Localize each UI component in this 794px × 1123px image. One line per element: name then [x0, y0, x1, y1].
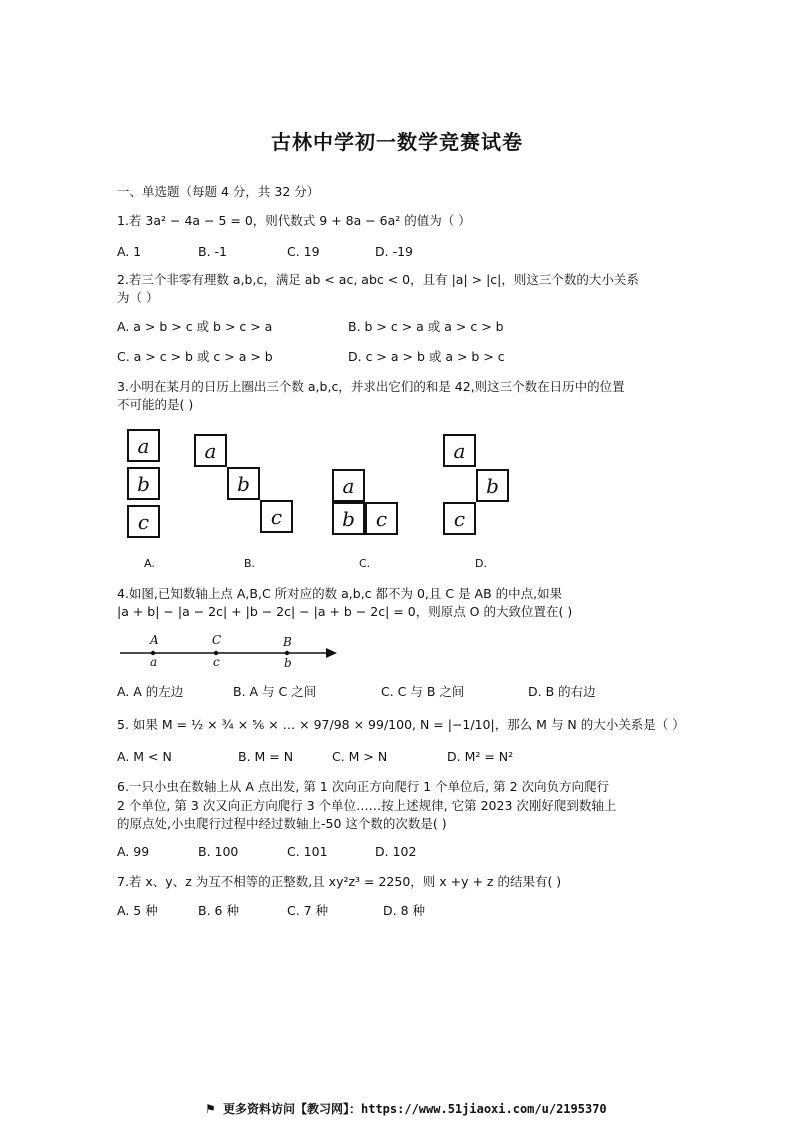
question-3-stem-line1: 3.小明在某月的日历上圈出三个数 a,b,c，并求出它们的和是 42,则这三个数在日历中的位置: [117, 379, 625, 394]
question-6-stem-line3: 的原点处,小虫爬行过程中经过数轴上-50 这个数的次数是( ): [117, 816, 447, 831]
q4-option-d: D. B 的右边: [528, 684, 596, 699]
axis-label-lower-b: b: [284, 656, 292, 670]
q7-option-d: D. 8 种: [383, 903, 425, 918]
figure-label-a: A.: [144, 557, 155, 570]
question-4-stem-line2: |a + b| − |a − 2c| + |b − 2c| − |a + b − 2c| = 0，则原点 O 的大致位置在( ): [117, 604, 573, 619]
cell-a: a: [332, 469, 365, 502]
q2-option-c: C. a > c > b 或 c > a > b: [117, 349, 273, 364]
axis-label-upper-c: C: [212, 633, 222, 647]
q4-option-c: C. C 与 B 之间: [381, 684, 465, 699]
q2-option-a: A. a > b > c 或 b > c > a: [117, 319, 273, 334]
figure-label-c: C.: [359, 557, 371, 570]
flag-icon: ⚑: [205, 1102, 216, 1116]
q1-option-d: D. -19: [375, 244, 413, 259]
question-7-stem: 7.若 x、y、z 为互不相等的正整数,且 xy²z³ = 2250，则 x +y + z 的结果有( ): [117, 874, 562, 889]
q5-option-a: A. M < N: [117, 749, 172, 764]
cell-c: c: [260, 500, 293, 533]
q2-option-b: B. b > c > a 或 a > c > b: [348, 319, 504, 334]
q2-option-d: D. c > a > b 或 a > b > c: [348, 349, 505, 364]
q6-option-c: C. 101: [287, 844, 328, 859]
cell-c: c: [443, 502, 476, 535]
cell-c: c: [127, 505, 160, 538]
q5-option-d: D. M² = N²: [447, 749, 514, 764]
q1-option-a: A. 1: [117, 244, 142, 259]
question-2-stem-line2: 为（ ）: [117, 290, 159, 305]
q5-option-c: C. M > N: [332, 749, 388, 764]
q7-option-b: B. 6 种: [198, 903, 239, 918]
q7-option-c: C. 7 种: [287, 903, 329, 918]
question-6-stem-line2: 2 个单位, 第 3 次又向正方向爬行 3 个单位……按上述规律, 它第 2023 次刚好爬到数轴上: [117, 798, 617, 813]
cell-a: a: [443, 434, 476, 467]
cell-b: b: [332, 502, 365, 535]
axis-label-lower-c: c: [213, 655, 220, 669]
point-b-dot: [285, 651, 289, 655]
cell-b: b: [127, 467, 160, 500]
arrow-head-icon: [326, 648, 337, 658]
cell-b: b: [227, 467, 260, 500]
figure-label-d: D.: [475, 557, 487, 570]
axis-label-upper-b: B: [283, 635, 292, 649]
cell-a: a: [127, 429, 160, 462]
page-title: 古林中学初一数学竞赛试卷: [271, 130, 523, 154]
figure-label-b: B.: [244, 557, 256, 570]
q4-option-a: A. A 的左边: [117, 684, 184, 699]
q1-option-b: B. -1: [198, 244, 227, 259]
q5-option-b: B. M = N: [238, 749, 294, 764]
cell-a: a: [194, 434, 227, 467]
question-1-stem: 1.若 3a² − 4a − 5 = 0，则代数式 9 + 8a − 6a² 的值为（ ）: [117, 213, 471, 228]
cell-b: b: [476, 469, 509, 502]
q7-option-a: A. 5 种: [117, 903, 158, 918]
axis-label-lower-a: a: [150, 655, 158, 669]
q1-option-c: C. 19: [287, 244, 320, 259]
footer-link-text[interactable]: 更多资料访问【教习网】：https://www.51jiaoxi.com/u/2195370: [223, 1102, 607, 1116]
question-3-stem-line2: 不可能的是( ): [117, 397, 194, 412]
axis-label-upper-a: A: [150, 633, 159, 647]
q6-option-b: B. 100: [198, 844, 239, 859]
section-heading: 一、单选题（每题 4 分，共 32 分）: [117, 184, 320, 199]
question-6-stem-line1: 6.一只小虫在数轴上从 A 点出发, 第 1 次向正方向爬行 1 个单位后, 第 2 次向负方向爬行: [117, 779, 610, 794]
q6-option-a: A. 99: [117, 844, 150, 859]
question-2-stem-line1: 2.若三个非零有理数 a,b,c，满足 ab < ac, abc < 0，且有 |a| > |c|，则这三个数的大小关系: [117, 272, 639, 287]
cell-c: c: [365, 502, 398, 535]
q4-option-b: B. A 与 C 之间: [233, 684, 317, 699]
q6-option-d: D. 102: [375, 844, 417, 859]
question-5-stem: 5. 如果 M = ½ × ¾ × ⅚ × … × 97/98 × 99/100, N = |−1/10|，那么 M 与 N 的大小关系是（ ）: [117, 717, 685, 732]
question-4-stem-line1: 4.如图,已知数轴上点 A,B,C 所对应的数 a,b,c 都不为 0,且 C 是 AB 的中点,如果: [117, 586, 563, 601]
footer-link-line[interactable]: [205, 1100, 607, 1117]
